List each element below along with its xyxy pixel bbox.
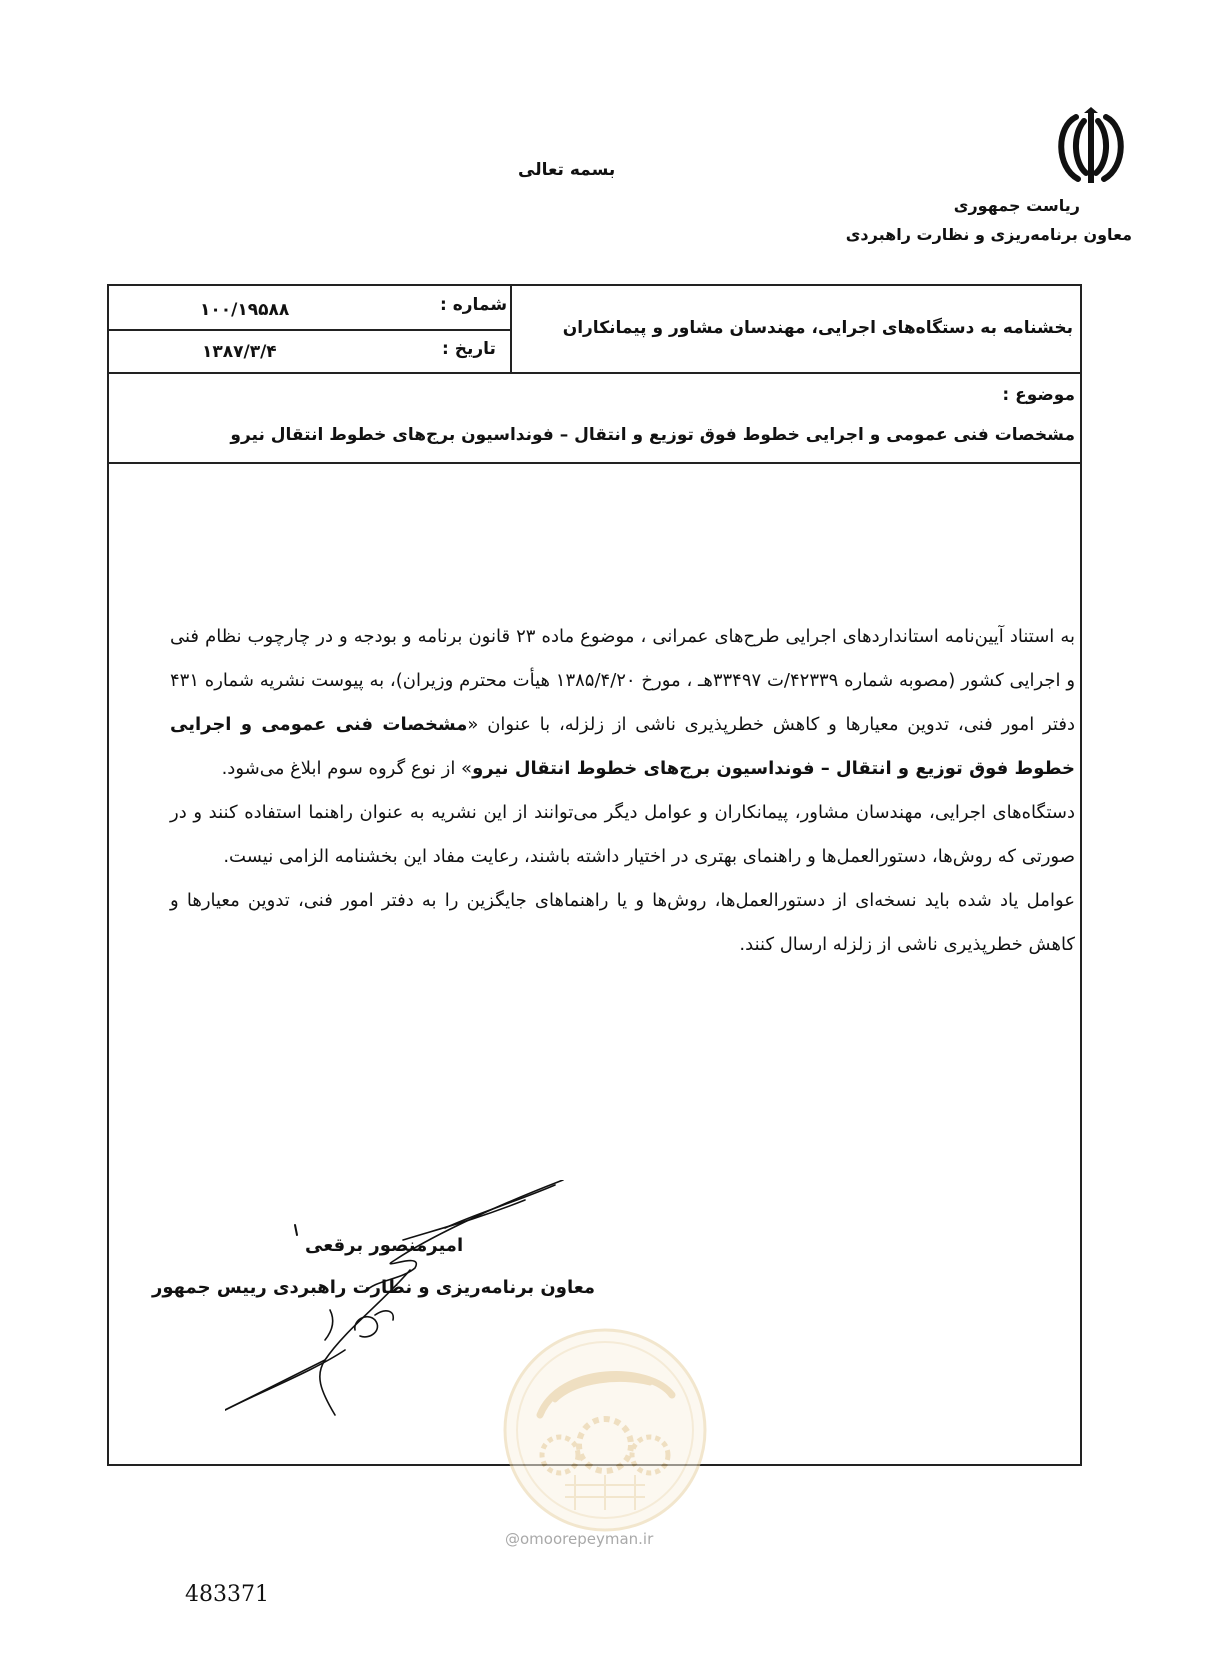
paragraph-1-bold-title: مشخصات فنی عمومی و اجرایی خطوط فوق توزیع و انتقال – فونداسیون برج‌های خطوط انتقال نیرو [170, 714, 1075, 779]
signatory-name: امیرمنصور برقعی [305, 1235, 464, 1256]
basmala: بسمه تعالی [518, 160, 616, 180]
subject-text: مشخصات فنی عمومی و اجرایی خطوط فوق توزیع و انتقال – فونداسیون برج‌های خطوط انتقال نیرو [230, 425, 1075, 445]
paragraph-3: عوامل یاد شده باید نسخه‌ای از دستورالعمل‌ها، روش‌ها و یا راهنماهای جایگزین را به دفتر امور فنی، تدوین معیارها و کاهش خطرپذیری ناشی از زلزله ارسال کنند. [170, 890, 1075, 955]
paragraph-1 [170, 615, 1075, 791]
subject-row [107, 374, 1082, 464]
number-label: شماره : [440, 295, 508, 315]
date-label: تاریخ : [442, 339, 496, 359]
subject-label: موضوع : [1002, 385, 1075, 405]
iran-emblem-icon [1046, 105, 1136, 190]
number-value: ۱۰۰/۱۹۵۸۸ [200, 300, 290, 320]
watermark-logo [500, 1325, 710, 1535]
letter-body [170, 615, 1075, 967]
paragraph-1-text: به استناد آیین‌نامه استانداردهای اجرایی طرح‌های عمرانی ، موضوع ماده ۲۳ قانون برنامه و بودجه و در چارچوب نظام فنی و اجرایی کشور (مصوبه شماره ۴۲۳۳۹/ت ۳۳۴۹۷هـ ، مورخ ۱۳۸۵/۴/۲۰ هیأت محترم وزیران)، به پیوست نشریه شماره ۴۳۱ دفتر امور فنی، تدوین معیارها و کاهش خطرپذیری ناشی از زلزله، با عنوان « [170, 626, 1076, 735]
signatory-title: معاون برنامه‌ریزی و نظارت راهبردی رییس جمهور [152, 1277, 596, 1298]
date-value: ۱۳۸۷/۳/۴ [202, 342, 277, 362]
addressee: بخشنامه به دستگاه‌های اجرایی، مهندسان مشاور و پیمانکاران [562, 318, 1073, 338]
paragraph-2: دستگاه‌های اجرایی، مهندسان مشاور، پیمانکاران و عوامل دیگر می‌توانند از این نشریه به عنوان راهنما استفاده کنند و در صورتی که روش‌ها، دستورالعمل‌ها و راهنمای بهتری در اختیار داشته باشند، رعایت مفاد این بخشنامه الزامی نیست. [170, 802, 1075, 867]
org-presidency: ریاست جمهوری [953, 196, 1080, 215]
reference-divider [107, 329, 512, 331]
watermark-url: @omoorepeyman.ir [505, 1530, 654, 1548]
org-deputy: معاون برنامه‌ریزی و نظارت راهبردی [845, 225, 1132, 244]
paragraph-1-ending: » از نوع گروه سوم ابلاغ می‌شود. [221, 758, 473, 779]
document-code: 483371 [185, 1582, 269, 1607]
